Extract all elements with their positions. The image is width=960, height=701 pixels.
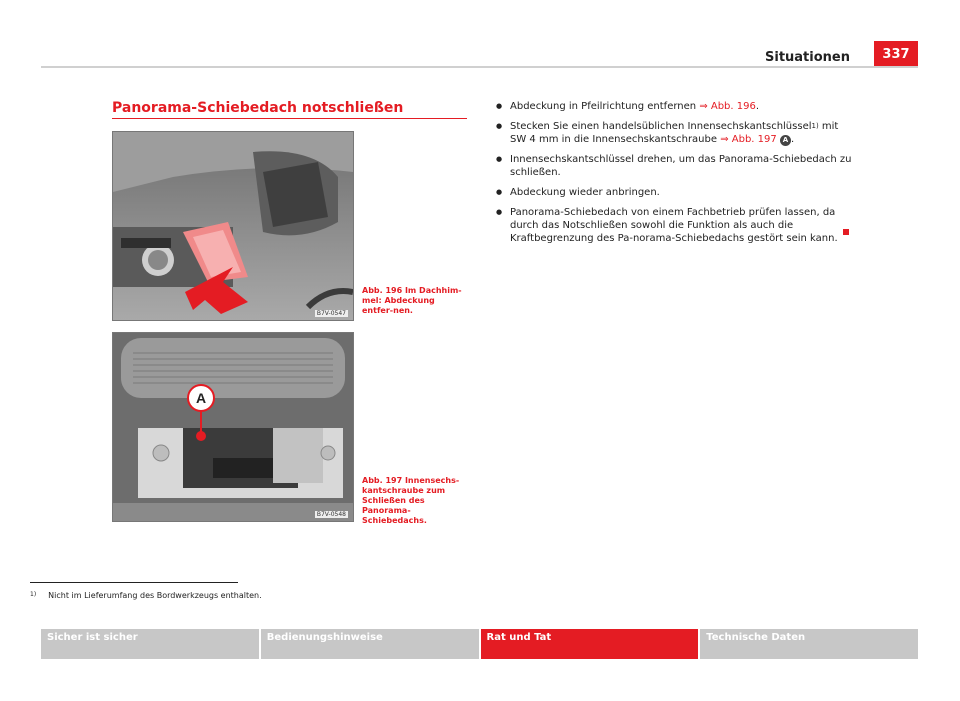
list-item <box>496 120 852 146</box>
callout-a-label: A <box>195 390 207 406</box>
list-item <box>496 153 852 179</box>
tab-bedienungshinweise[interactable]: Bedienungshinweise <box>261 629 479 659</box>
section-end-mark <box>843 229 849 235</box>
step-punct: . <box>790 134 795 145</box>
figure-196-caption: Abb. 196 Im Dachhim-mel: Abdeckung entfer-nen. <box>362 286 462 315</box>
footnote-divider <box>30 582 238 583</box>
tab-technische-daten[interactable]: Technische Daten <box>700 629 918 659</box>
figure-197-caption: Abb. 197 Innensechs-kantschraube zum Schließen des Panorama-Schiebedachs. <box>362 476 460 525</box>
list-item <box>496 186 852 199</box>
footnote-number: 1) <box>30 591 37 598</box>
chapter-nav <box>41 629 918 659</box>
list-item <box>496 206 852 245</box>
figure-ref-link[interactable]: ⇒ Abb. 196 <box>699 101 756 112</box>
headliner-photo <box>113 132 353 320</box>
tab-sicher-ist-sicher[interactable]: Sicher ist sicher <box>41 629 259 659</box>
footnote-text: Nicht im Lieferumfang des Bordwerkzeugs enthalten. <box>48 591 262 600</box>
figure-197-image <box>112 332 354 522</box>
tab-rat-und-tat[interactable]: Rat und Tat <box>481 629 699 659</box>
step-text: Abdeckung in Pfeilrichtung entfernen <box>510 101 700 112</box>
step-text: Panorama-Schiebedach von einem Fachbetrieb prüfen lassen, da durch das Notschließen sowohl die Funktion als auch die Kraftbegrenzung des Pa-norama-Schiebedachs gestört sein kann. <box>510 207 838 244</box>
instruction-list <box>496 100 852 252</box>
header-divider <box>41 66 918 68</box>
figure-ref-link[interactable]: ⇒ Abb. 197 <box>720 134 777 145</box>
figure-196-image <box>112 131 354 321</box>
step-text: Stecken Sie einen handelsüblichen Innensechskantschlüssel <box>510 121 812 132</box>
step-text: Abdeckung wieder anbringen. <box>510 187 660 198</box>
footnote-marker: 1) <box>811 122 819 130</box>
callout-a-badge: A <box>780 135 791 146</box>
page-number: 337 <box>874 41 918 68</box>
figure-code: B7V-0548 <box>316 511 346 518</box>
figure-code: B7V-0547 <box>316 310 346 317</box>
page-header-title: Situationen <box>765 50 850 65</box>
step-text: mit SW 4 mm in die Innensechskantschraube <box>510 121 839 145</box>
step-text: Innensechskantschlüssel drehen, um das Panorama-Schiebedach zu schließen. <box>510 154 852 178</box>
hex-screw-photo <box>113 333 353 521</box>
step-punct: . <box>755 101 760 112</box>
section-title: Panorama-Schiebedach notschließen <box>112 100 404 116</box>
list-item <box>496 100 852 113</box>
footnote <box>30 591 262 600</box>
section-divider <box>112 118 467 119</box>
